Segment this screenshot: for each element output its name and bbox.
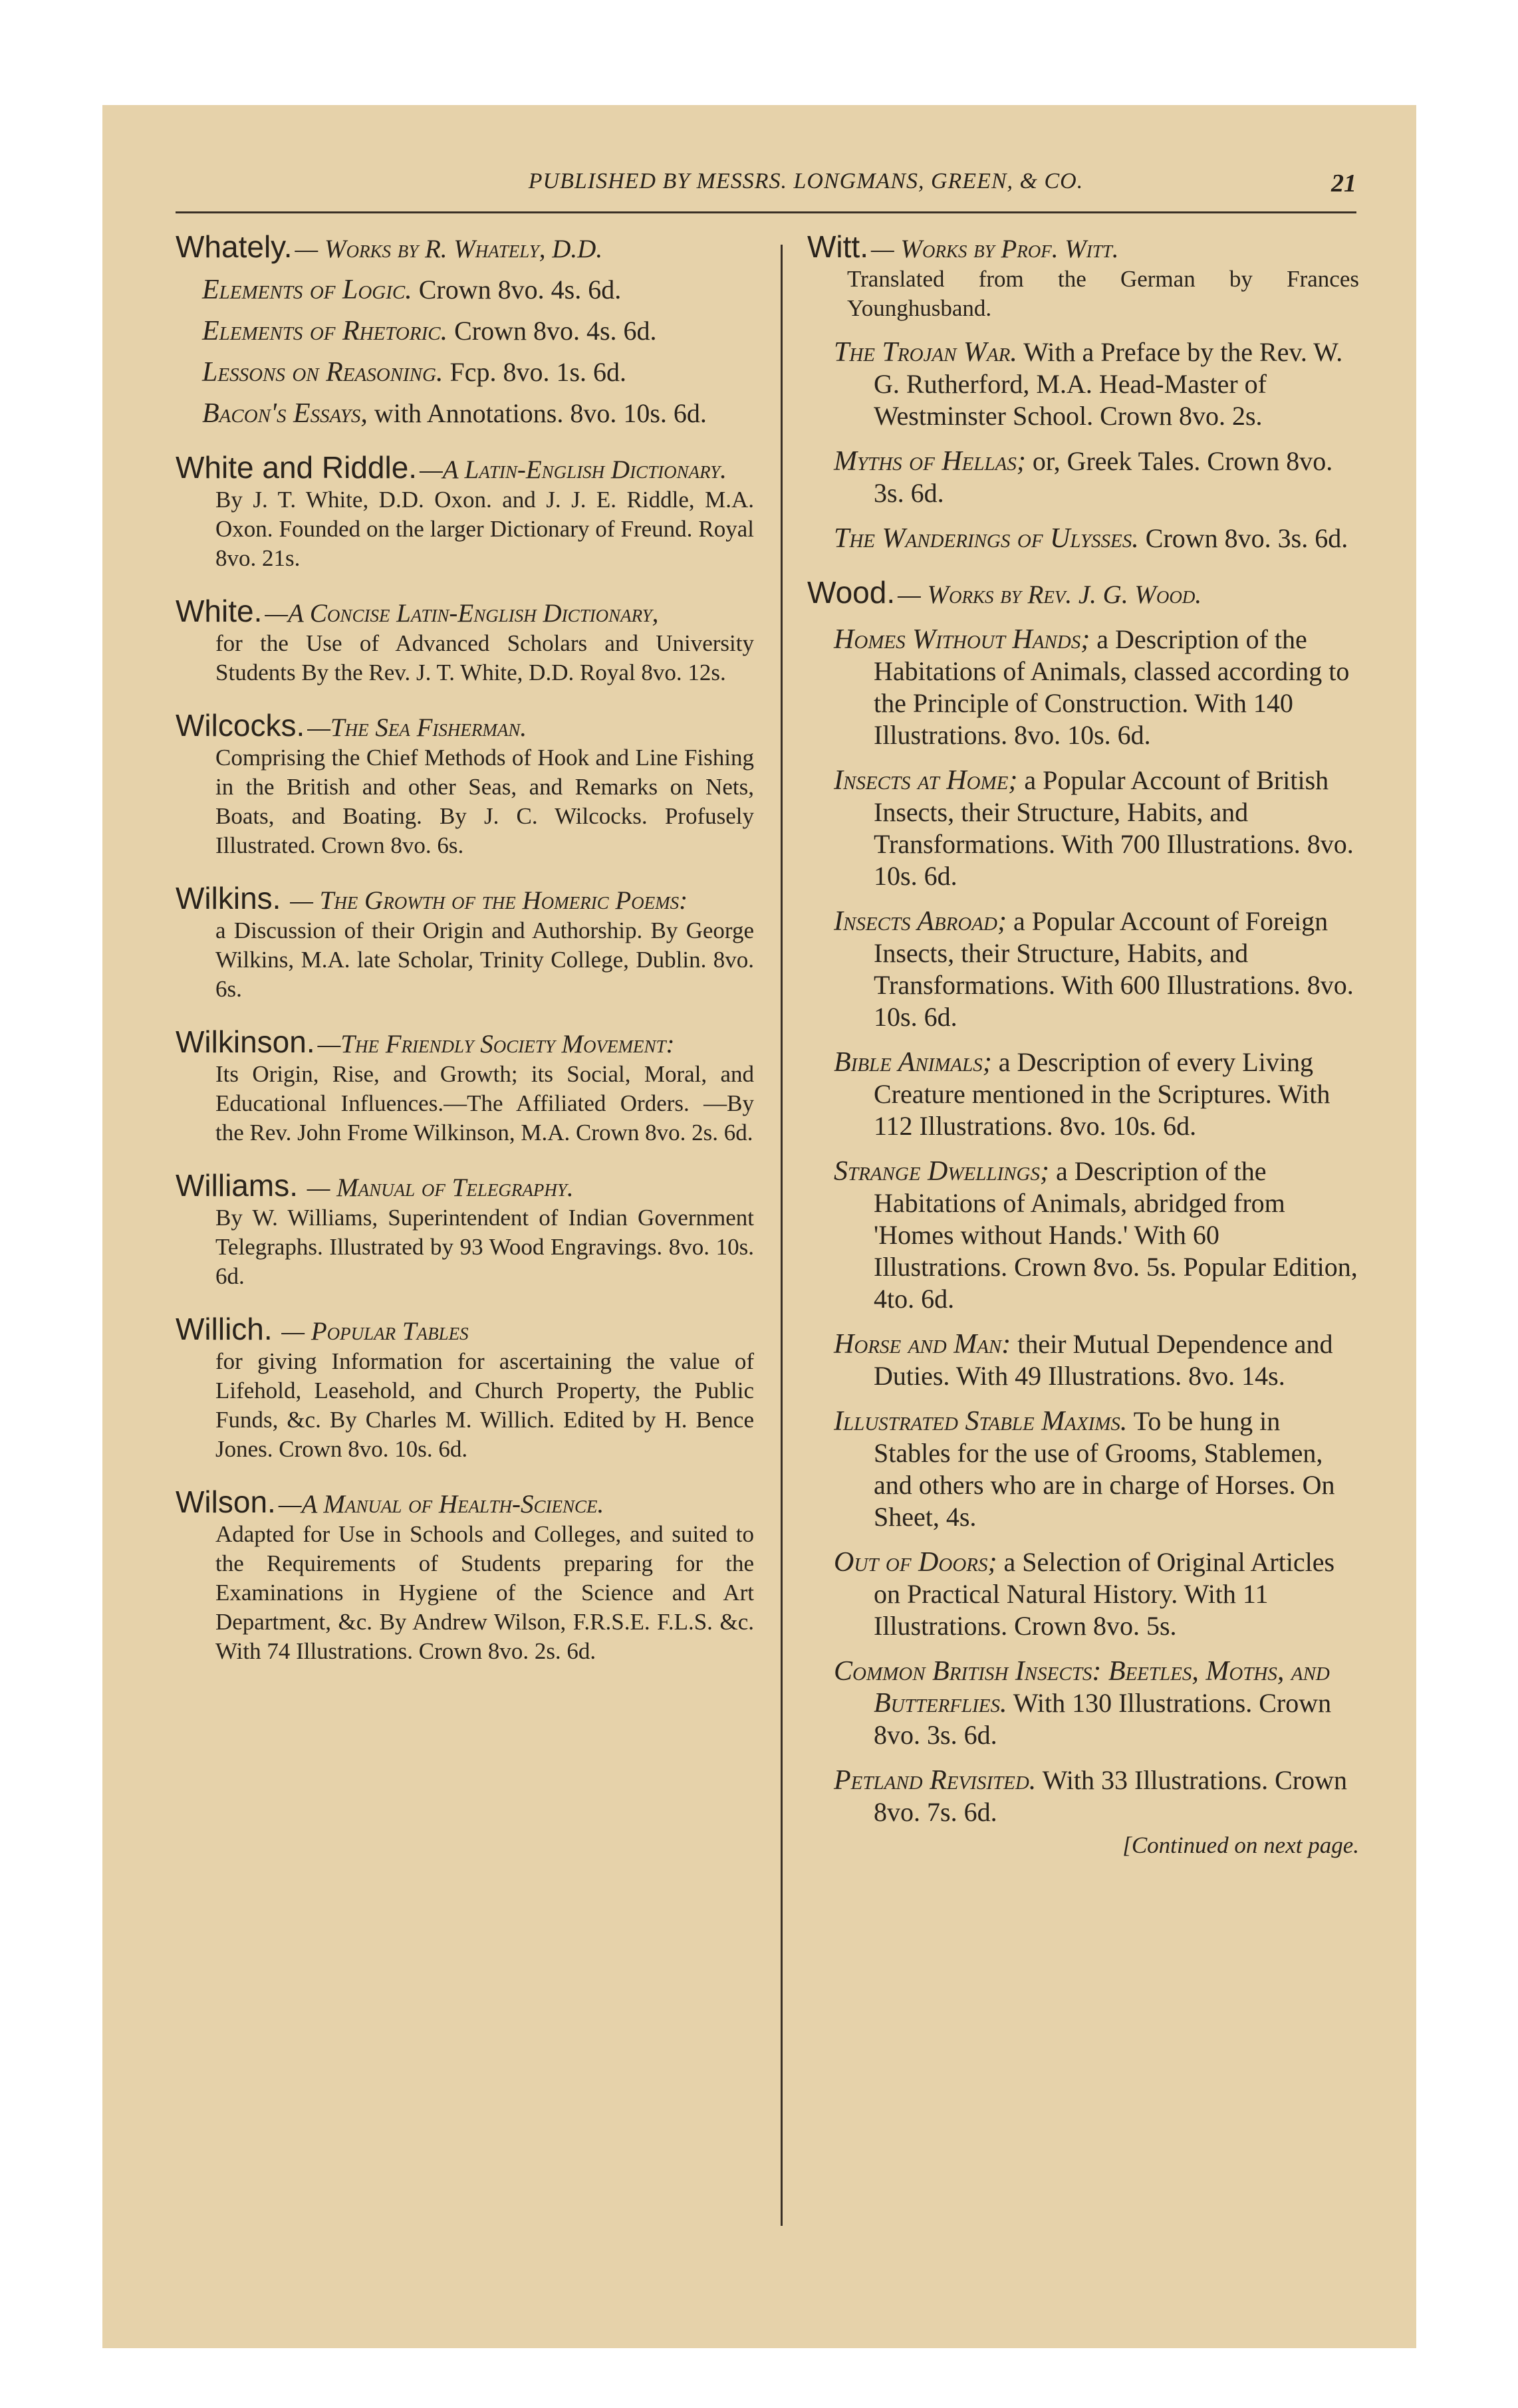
entry-wilcocks (176, 710, 754, 860)
author-name: Wilson. (176, 1485, 276, 1519)
work-details: a Description of the Habitations of Animals, abridged from 'Homes without Hands.' With 60 Illustrations. Crown 8vo. 5s. Popular Edition, 4to. 6d. (874, 1156, 1358, 1314)
left-column (176, 231, 754, 1689)
work-title: Common British Insects: Beetles, Moths, and Butterflies. (834, 1656, 1330, 1719)
work-title: Lessons on Reasoning. (202, 357, 443, 388)
work-title: The Wanderings of Ulysses. (834, 523, 1139, 554)
page-number: 21 (1331, 170, 1356, 197)
work-title: Insects at Home; (834, 765, 1018, 796)
book-page (102, 105, 1416, 2348)
entry-description: Translated from the German by Frances Younghusband. (847, 266, 1359, 321)
entry-wilkins (176, 883, 754, 1004)
series-title: — Works by Prof. Witt. (870, 235, 1119, 263)
author-name: Williams. (176, 1168, 298, 1203)
work-item (807, 1655, 1359, 1751)
work-title: Bacon's Essays, (202, 398, 368, 429)
work-details: their Mutual Dependence and Duties. With 49 Illustrations. 8vo. 14s. (874, 1329, 1333, 1391)
work-item (176, 274, 754, 306)
header-rule (176, 211, 1356, 213)
entry-wood (807, 577, 1359, 1859)
work-item (176, 315, 754, 347)
work-item (807, 1155, 1359, 1315)
work-details: a Selection of Original Articles on Practical Natural History. With 11 Illustrations. Crown 8vo. 5s. (874, 1547, 1335, 1641)
entry-wilkinson (176, 1026, 754, 1147)
series-title: — Works by R. Whately, D.D. (295, 235, 603, 263)
author-name: Wilkins. (176, 881, 281, 915)
author-name: Wood. (807, 575, 896, 610)
series-title: — Popular Tables (275, 1317, 469, 1346)
entry-description: Comprising the Chief Methods of Hook and Line Fishing in the British and other Seas, and Remarks on Nets, Boats, and Boating. By J. C. Wilcocks. Profusely Illustrated. Crown 8vo. 6s. (215, 745, 754, 858)
work-details: a Description of every Living Creature mentioned in the Scriptures. With 112 Illustrations. 8vo. 10s. 6d. (874, 1047, 1330, 1141)
work-details: a Popular Account of British Insects, their Structure, Habits, and Transformations. With 700 Illustrations. 8vo. 10s. 6d. (874, 765, 1354, 891)
work-item (807, 1046, 1359, 1142)
entry-description: By W. Williams, Superintendent of Indian Government Telegraphs. Illustrated by 93 Wood Engravings. 8vo. 10s. 6d. (215, 1205, 754, 1289)
author-name: White. (176, 594, 263, 628)
author-name: Wilkinson. (176, 1024, 315, 1059)
entry-whately (176, 231, 754, 429)
work-title: Insects Abroad; (834, 906, 1007, 937)
work-item (176, 356, 754, 388)
work-details: With 33 Illustrations. Crown 8vo. 7s. 6d. (874, 1765, 1347, 1827)
entry-description: Its Origin, Rise, and Growth; its Social, Moral, and Educational Influences.—The Affiliated Orders. —By the Rev. John Frome Wilkinson, M.A. Crown 8vo. 2s. 6d. (215, 1061, 754, 1145)
work-title: Petland Revisited. (834, 1765, 1037, 1796)
work-title: Myths of Hellas; (834, 446, 1026, 477)
work-item (807, 765, 1359, 892)
author-name: White and Riddle. (176, 450, 418, 485)
series-title: —A Latin-English Dictionary. (420, 455, 727, 484)
work-item (807, 523, 1359, 554)
author-name: Whately. (176, 229, 293, 264)
work-title: Elements of Rhetoric. (202, 316, 448, 346)
entry-williams (176, 1170, 754, 1291)
right-column (807, 231, 1359, 1881)
author-name: Wilcocks. (176, 708, 305, 743)
work-item (807, 1546, 1359, 1642)
work-item (807, 1328, 1359, 1392)
series-title: —A Concise Latin-English Dictionary, (265, 599, 659, 628)
series-title: — Works by Rev. J. G. Wood. (898, 580, 1202, 609)
series-title: —A Manual of Health-Science. (278, 1490, 604, 1518)
work-details: a Description of the Habitations of Animals, classed according to the Principle of Construction. With 140 Illustrations. 8vo. 10s. 6d. (874, 624, 1350, 750)
entry-white-riddle (176, 452, 754, 573)
work-details: Fcp. 8vo. 1s. 6d. (443, 357, 627, 387)
author-name: Witt. (807, 229, 868, 264)
entry-white (176, 596, 754, 687)
work-details: With 130 Illustrations. Crown 8vo. 3s. 6d. (874, 1688, 1332, 1750)
work-title: Horse and Man: (834, 1329, 1011, 1360)
work-title: Elements of Logic. (202, 275, 412, 305)
continued-note: [Continued on next page. (1122, 1832, 1359, 1858)
entry-description: for giving Information for ascertaining the value of Lifehold, Leasehold, and Church Property, the Public Funds, &c. By Charles M. Willich. Edited by H. Bence Jones. Crown 8vo. 10s. 6d. (215, 1348, 754, 1462)
entry-wilson (176, 1487, 754, 1666)
work-title: The Trojan War. (834, 337, 1017, 368)
author-name: Willich. (176, 1312, 273, 1346)
work-item (807, 624, 1359, 751)
work-details: Crown 8vo. 4s. 6d. (412, 275, 622, 304)
work-details: With a Preface by the Rev. W. G. Rutherford, M.A. Head-Master of Westminster School. Crown 8vo. 2s. (874, 337, 1343, 431)
work-title: Strange Dwellings; (834, 1156, 1049, 1187)
work-details: or, Greek Tales. Crown 8vo. 3s. 6d. (874, 446, 1333, 508)
work-item (807, 1764, 1359, 1828)
entry-witt (807, 231, 1359, 554)
series-title: — The Growth of the Homeric Poems: (283, 886, 688, 915)
work-item (807, 336, 1359, 432)
work-title: Illustrated Stable Maxims. (834, 1406, 1128, 1437)
work-details: Crown 8vo. 3s. 6d. (1138, 523, 1348, 553)
work-item (807, 1405, 1359, 1533)
entry-description: Adapted for Use in Schools and Colleges, and suited to the Requirements of Students preparing for the Examinations in Hygiene of the Science and Art Department, &c. By Andrew Wilson, F.R.S.E. F.L.S. &c. With 74 Illustrations. Crown 8vo. 2s. 6d. (215, 1521, 754, 1664)
entry-description: for the Use of Advanced Scholars and University Students By the Rev. J. T. White, D.D. Royal 8vo. 12s. (215, 630, 754, 685)
series-title: —The Sea Fisherman. (307, 713, 527, 742)
running-head (176, 169, 1356, 209)
work-item (807, 905, 1359, 1033)
entry-description: a Discussion of their Origin and Authorship. By George Wilkins, M.A. late Scholar, Trinity College, Dublin. 8vo. 6s. (215, 917, 754, 1002)
work-item (176, 398, 754, 429)
work-title: Out of Doors; (834, 1547, 997, 1578)
work-details: with Annotations. 8vo. 10s. 6d. (367, 398, 707, 428)
work-details: a Popular Account of Foreign Insects, their Structure, Habits, and Transformations. With 600 Illustrations. 8vo. 10s. 6d. (874, 906, 1354, 1032)
work-title: Bible Animals; (834, 1047, 992, 1078)
entry-description: By J. T. White, D.D. Oxon. and J. J. E. Riddle, M.A. Oxon. Founded on the larger Dictionary of Freund. Royal 8vo. 21s. (215, 487, 754, 571)
entry-willich (176, 1314, 754, 1464)
column-divider (781, 245, 783, 2226)
series-title: — Manual of Telegraphy. (300, 1173, 574, 1202)
series-title: —The Friendly Society Movement: (317, 1030, 675, 1058)
work-item (807, 445, 1359, 509)
work-details: Crown 8vo. 4s. 6d. (447, 316, 657, 346)
work-details: To be hung in Stables for the use of Grooms, Stablemen, and others who are in charge of Horses. On Sheet, 4s. (874, 1406, 1335, 1532)
publisher-header: PUBLISHED BY MESSRS. LONGMANS, GREEN, & CO. (528, 169, 1084, 193)
work-title: Homes Without Hands; (834, 624, 1090, 655)
